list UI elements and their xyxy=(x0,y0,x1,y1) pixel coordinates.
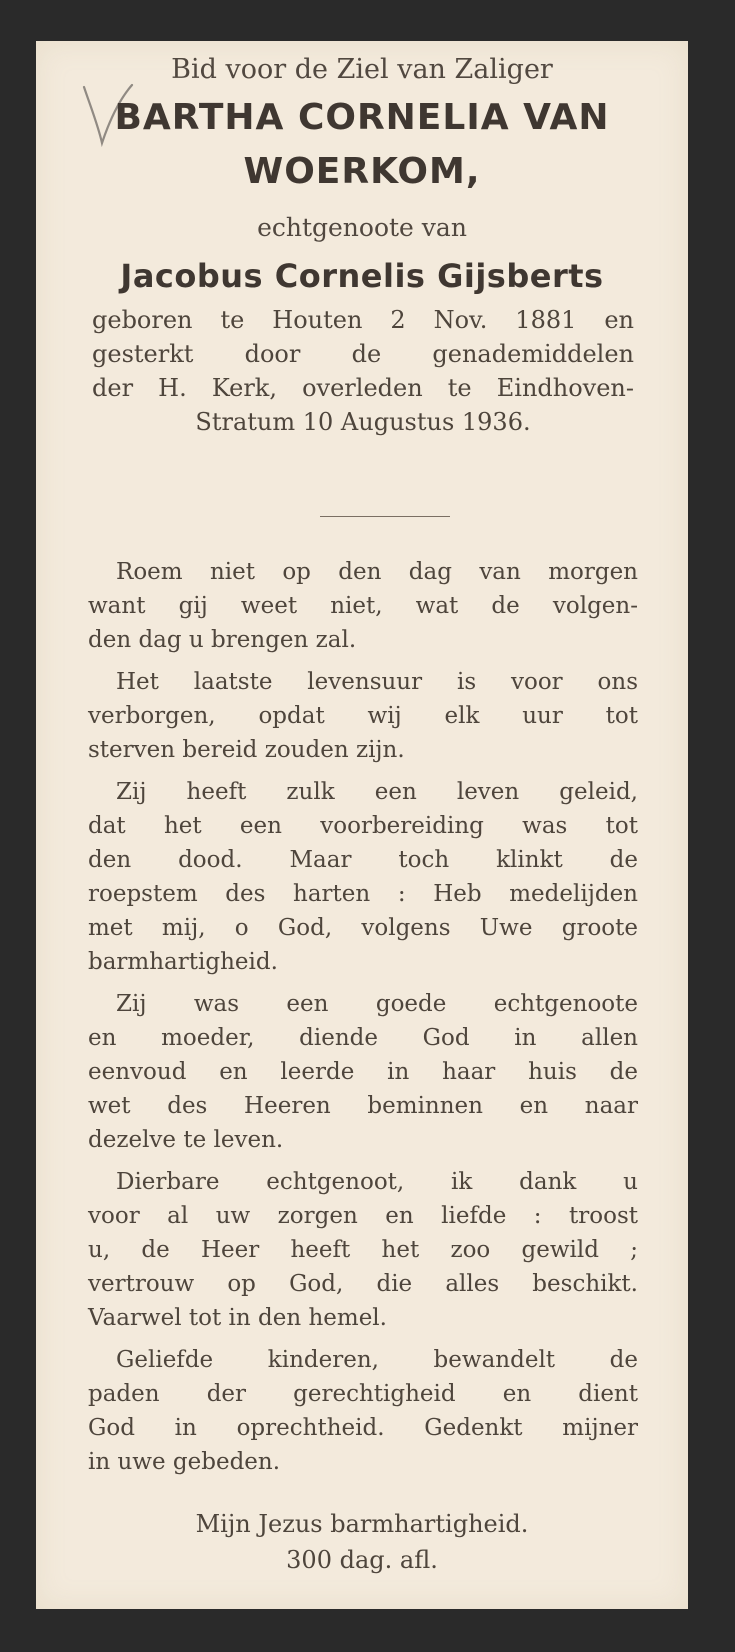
paragraph-line: Zij was een goede echtgenoote xyxy=(116,991,638,1017)
paragraph-line: paden der gerechtigheid en dient xyxy=(88,1381,638,1407)
life-details-line: Stratum 10 Augustus 1936. xyxy=(195,408,531,436)
prayer-heading: Bid voor de Ziel van Zaliger xyxy=(171,54,553,85)
memorial-text xyxy=(88,555,638,1487)
paragraph-line: verborgen, opdat wij elk uur tot xyxy=(88,703,638,729)
life-details-line: gesterkt door de genademiddelen xyxy=(92,340,634,368)
paragraph-line: Dierbare echtgenoot, ik dank u xyxy=(116,1169,638,1195)
spouse-label: echtgenoote van xyxy=(257,213,467,242)
paragraph xyxy=(88,665,638,767)
paragraph-line: met mij, o God, volgens Uwe groote xyxy=(88,915,638,941)
life-details xyxy=(92,303,634,439)
paragraph-line: barmhartigheid. xyxy=(88,949,278,975)
closing-block xyxy=(36,1506,688,1578)
paragraph-line: eenvoud en leerde in haar huis de xyxy=(88,1059,638,1085)
indulgence-note: 300 dag. afl. xyxy=(286,1546,438,1574)
paragraph-line: Zij heeft zulk een leven geleid, xyxy=(116,779,638,805)
paragraph xyxy=(88,555,638,657)
paragraph-line: roepstem des harten : Heb medelijden xyxy=(88,881,638,907)
spouse-name: Jacobus Cornelis Gijsberts xyxy=(120,257,604,295)
paragraph-line: Het laatste levensuur is voor ons xyxy=(116,669,638,695)
deceased-name-line-1: BARTHA CORNELIA VAN xyxy=(114,97,610,138)
closing-prayer: Mijn Jezus barmhartigheid. xyxy=(195,1510,529,1538)
paragraph xyxy=(88,775,638,979)
life-details-line: der H. Kerk, overleden te Eindhoven- xyxy=(92,374,634,402)
paragraph-line: Vaarwel tot in den hemel. xyxy=(88,1305,387,1331)
paragraph-line: en moeder, diende God in allen xyxy=(88,1025,638,1051)
paragraph-line: God in oprechtheid. Gedenkt mijner xyxy=(88,1415,638,1441)
paragraph xyxy=(88,1343,638,1479)
life-details-line: geboren te Houten 2 Nov. 1881 en xyxy=(92,306,634,334)
paragraph-line: sterven bereid zouden zijn. xyxy=(88,737,405,763)
paragraph-line: den dood. Maar toch klinkt de xyxy=(88,847,638,873)
paragraph xyxy=(88,987,638,1157)
paragraph xyxy=(88,1165,638,1335)
section-divider xyxy=(320,516,450,517)
paragraph-line: voor al uw zorgen en liefde : troost xyxy=(88,1203,638,1229)
paragraph-line: dezelve te leven. xyxy=(88,1127,284,1153)
paragraph-line: den dag u brengen zal. xyxy=(88,627,357,653)
paragraph-line: dat het een voorbereiding was tot xyxy=(88,813,638,839)
memorial-card xyxy=(36,41,688,1609)
paragraph-line: Roem niet op den dag van morgen xyxy=(116,559,638,585)
paragraph-line: wet des Heeren beminnen en naar xyxy=(88,1093,638,1119)
deceased-name-line-2: WOERKOM, xyxy=(243,151,481,192)
paragraph-line: u, de Heer heeft het zoo gewild ; xyxy=(88,1237,638,1263)
paragraph-line: Geliefde kinderen, bewandelt de xyxy=(116,1347,638,1373)
paragraph-line: want gij weet niet, wat de volgen- xyxy=(88,593,638,619)
paragraph-line: in uwe gebeden. xyxy=(88,1449,281,1475)
paragraph-line: vertrouw op God, die alles beschikt. xyxy=(88,1271,638,1297)
